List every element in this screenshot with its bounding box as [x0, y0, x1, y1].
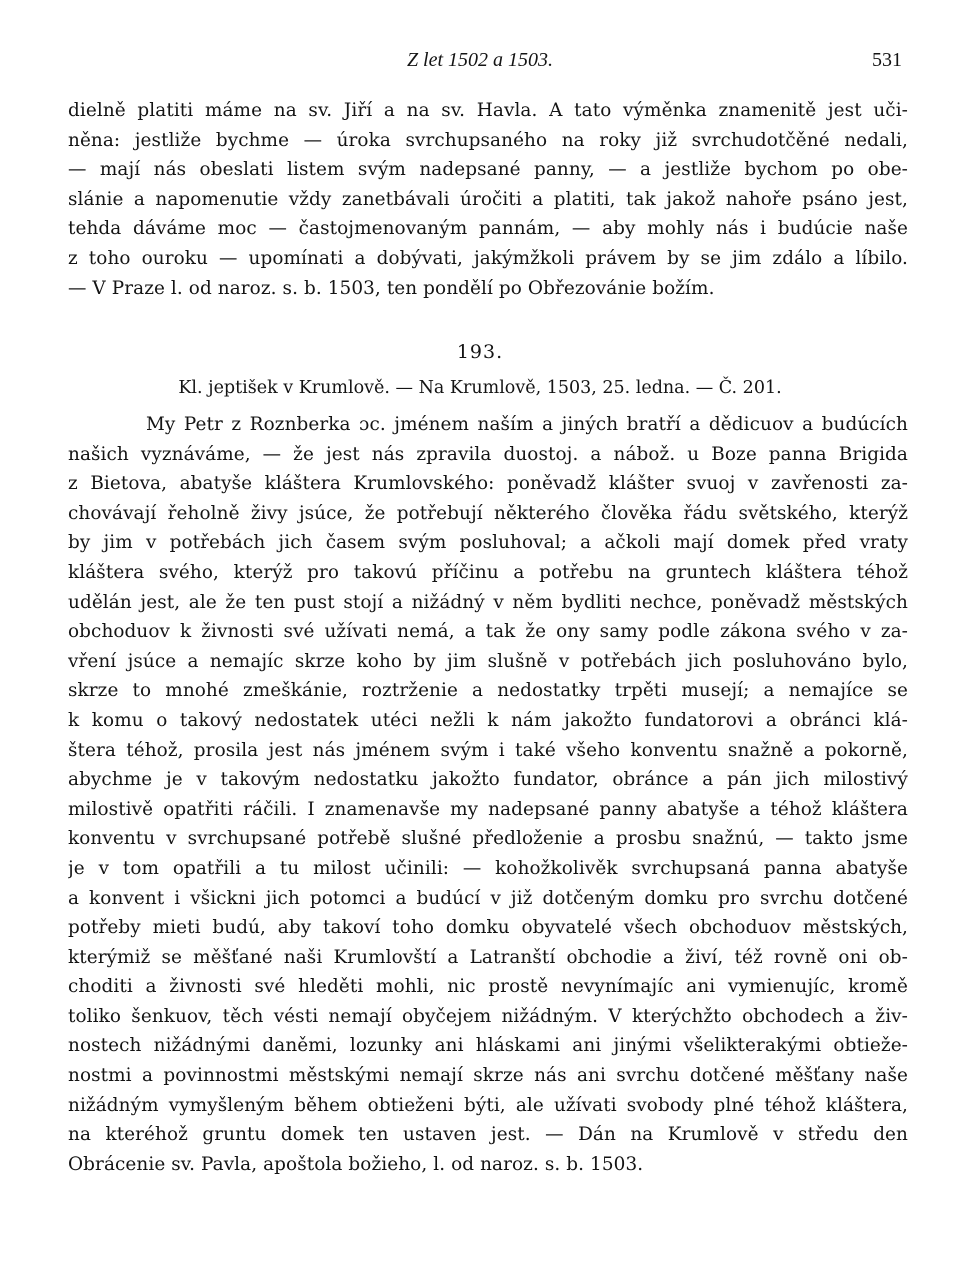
text-line: slánie a napomenutie vždy zanetbávali úročiti a platiti, tak jakož nahoře psáno jest, [68, 188, 908, 210]
paragraph-continued [68, 96, 908, 303]
text-line: udělán jest, ale že ten pust stojí a nižádný v něm bydliti nechce, poněvadž městských [68, 591, 908, 613]
running-title: Z let 1502 a 1503. [406, 49, 554, 71]
text-line: — V Praze l. od naroz. s. b. 1503, ten pondělí po Obřezovánie božím. [68, 277, 715, 299]
text-line: konventu v svrchupsané potřebě slušné předloženie a prosbu snažnú, — takto jsme [68, 828, 908, 850]
page-number: 531 [872, 49, 902, 71]
text-line: nižádným vymyšleným během obtieženi býti, ale užívati svobody plné téhož kláštera, [68, 1094, 908, 1116]
text-line: skrze to mnohé zmeškánie, roztrženie a nedostatky trpěti musejí; a nemajíce se [68, 680, 908, 702]
text-line: choditi a živnosti své hleděti mohli, nic prostě nevynímajíc ani vymienujíc, kromě [68, 976, 908, 998]
text-line: na kteréhož gruntu domek ten ustaven jest. — Dán na Krumlově v středu den [68, 1124, 908, 1146]
text-line: nostech nižádnými daněmi, lozunky ani hláskami ani jinými všelikterakými obtieže- [68, 1035, 908, 1057]
text-line: z toho ouroku — upomínati a dobývati, jakýmžkoli právem by se jim zdálo a líbilo. [68, 247, 908, 269]
text-line: — mají nás obeslati listem svým nadepsané panny, — a jestliže bychom po obe- [68, 159, 908, 181]
text-line: je v tom opatřili a tu milost učinili: — kohožkolivěk svrchupsaná panna abatyše [68, 857, 908, 879]
text-line: Obrácenie sv. Pavla, apoštola božieho, l. od naroz. s. b. 1503. [68, 1153, 644, 1175]
text-line: toliko šenkuov, těch vésti nemají obyčejem nižádným. V kterýchžto obchodech a živ- [68, 1005, 908, 1027]
text-line: abychme je v takovým nedostatku jakožto fundator, obránce a pán jich milostivý [68, 769, 908, 791]
text-line: z Bietova, abatyše kláštera Krumlovského: poněvadž klášter svuoj v zavřenosti za- [68, 473, 908, 495]
text-line: štera téhož, prosila jest nás jménem svým i také všeho konventu snažně a pokorně, [68, 739, 908, 761]
charter-paragraph [68, 410, 908, 1179]
text-line: něna: jestliže bychme — úroka svrchupsaného na roky již svrchudotčěné nedali, [68, 129, 908, 151]
document-source: Kl. jeptišek v Krumlově. — Na Krumlově, 1503, 25. ledna. — Č. 201. [178, 378, 782, 398]
text-line: kláštera svého, kterýž pro takovú příčinu a potřebu na gruntech kláštera téhož [68, 561, 908, 583]
text-line: obchoduov k živnosti své užívati nemá, a tak že ony samy podle zákona svého v za- [68, 621, 908, 643]
text-line: a konvent i všickni jich potomci a budúcí v již dotčeným domku pro svrchu dotčené [68, 887, 908, 909]
text-line: k komu o takový nedostatek utéci nežli k nám jakožto fundatorovi a obránci klá- [68, 709, 908, 731]
text-line: našich vyznáváme, — že jest nás zpravila duostoj. a nábož. u Boze panna Brigida [68, 443, 908, 465]
text-line: by jim v potřebách jich časem svým posluhoval; a ačkoli mají domek před vraty [68, 532, 908, 554]
text-line: chovávají řeholně živy jsúce, že potřebují některého člověka řádu světského, kterýž [68, 502, 908, 524]
text-line: My Petr z Roznberka ɔc. jménem naším a jiných bratří a dědicuov a budúcích [146, 414, 908, 435]
text-line: milostivě opatřiti ráčili. I znamenavše my nadepsané panny abatyše a téhož kláštera [68, 798, 908, 820]
text-line: vření jsúce a nemajíc skrze koho by jim slušně v potřebách jich posluhováno bylo, [68, 650, 908, 672]
document-number: 193. [456, 341, 504, 363]
text-line: dielně platiti máme na sv. Jiří a na sv. Havla. A tato výměnka znamenitě jest uči- [68, 100, 908, 121]
text-line: tehda dáváme moc — častojmenovaným pannám, — aby mohly nás i budúcie naše [68, 218, 908, 240]
text-line: nostmi a povinnostmi městskými nemají skrze nás ani svrchu dotčené měšťany naše [68, 1065, 908, 1087]
text-line: potřeby mieti budú, aby takoví toho domku obyvatelé všech obchoduov městských, [68, 917, 908, 939]
text-line: kterýmiž se měšťané naši Krumlovští a Latranští obchodie a živí, též rovně oni ob- [68, 946, 908, 968]
